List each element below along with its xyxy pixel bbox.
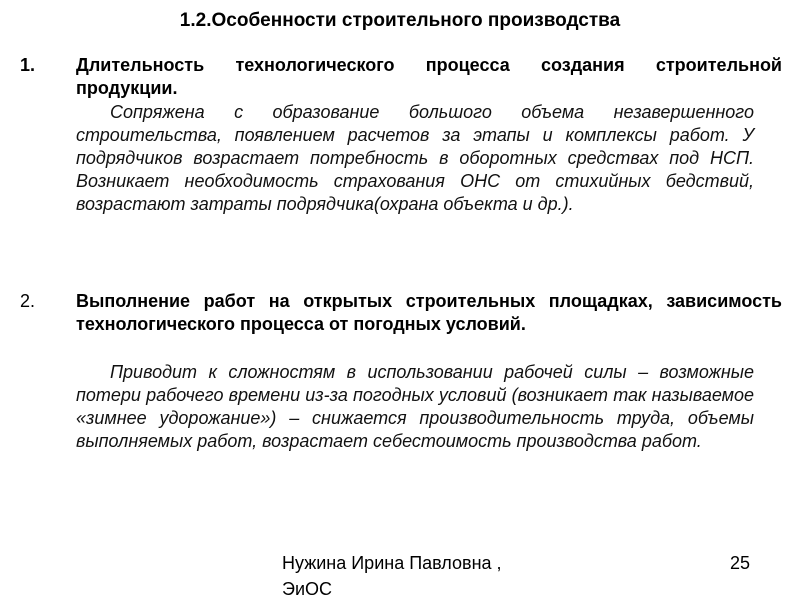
footer-author: Нужина Ирина Павловна , ЭиОС <box>282 553 502 599</box>
point-2-heading <box>20 290 782 336</box>
point-2-heading-text: Выполнение работ на открытых строительных площадках, зависимость технологического процесса от погодных условий. <box>76 291 782 334</box>
point-2-body: Приводит к сложностям в использовании рабочей силы – возможные потери рабочего времени из-за погодных условий (возникает так называемое «зимнее удорожание») – снижается производительность труда, объемы выполняемых работ, возрастает себестоимость производства работ. <box>76 362 754 451</box>
point-2-number: 2. <box>20 291 36 311</box>
point-1-body: Сопряжена с образование большого объема незавершенного строительства, появлением расчетов за этапы и комплексы работ. У подрядчиков возрастает потребность в оборотных средствах под НСП. Возникает необходимость страхования ОНС от стихийных бедствий, возрастают затраты подрядчика(охрана объекта и др.). <box>76 102 754 214</box>
point-1-number: 1. <box>20 55 36 75</box>
point-1-heading <box>20 54 782 100</box>
slide-title: 1.2.Особенности строительного производства <box>179 10 621 31</box>
page-number: 25 <box>730 553 751 573</box>
point-1-heading-text: Длительность технологического процесса создания строительной продукции. <box>76 55 782 98</box>
